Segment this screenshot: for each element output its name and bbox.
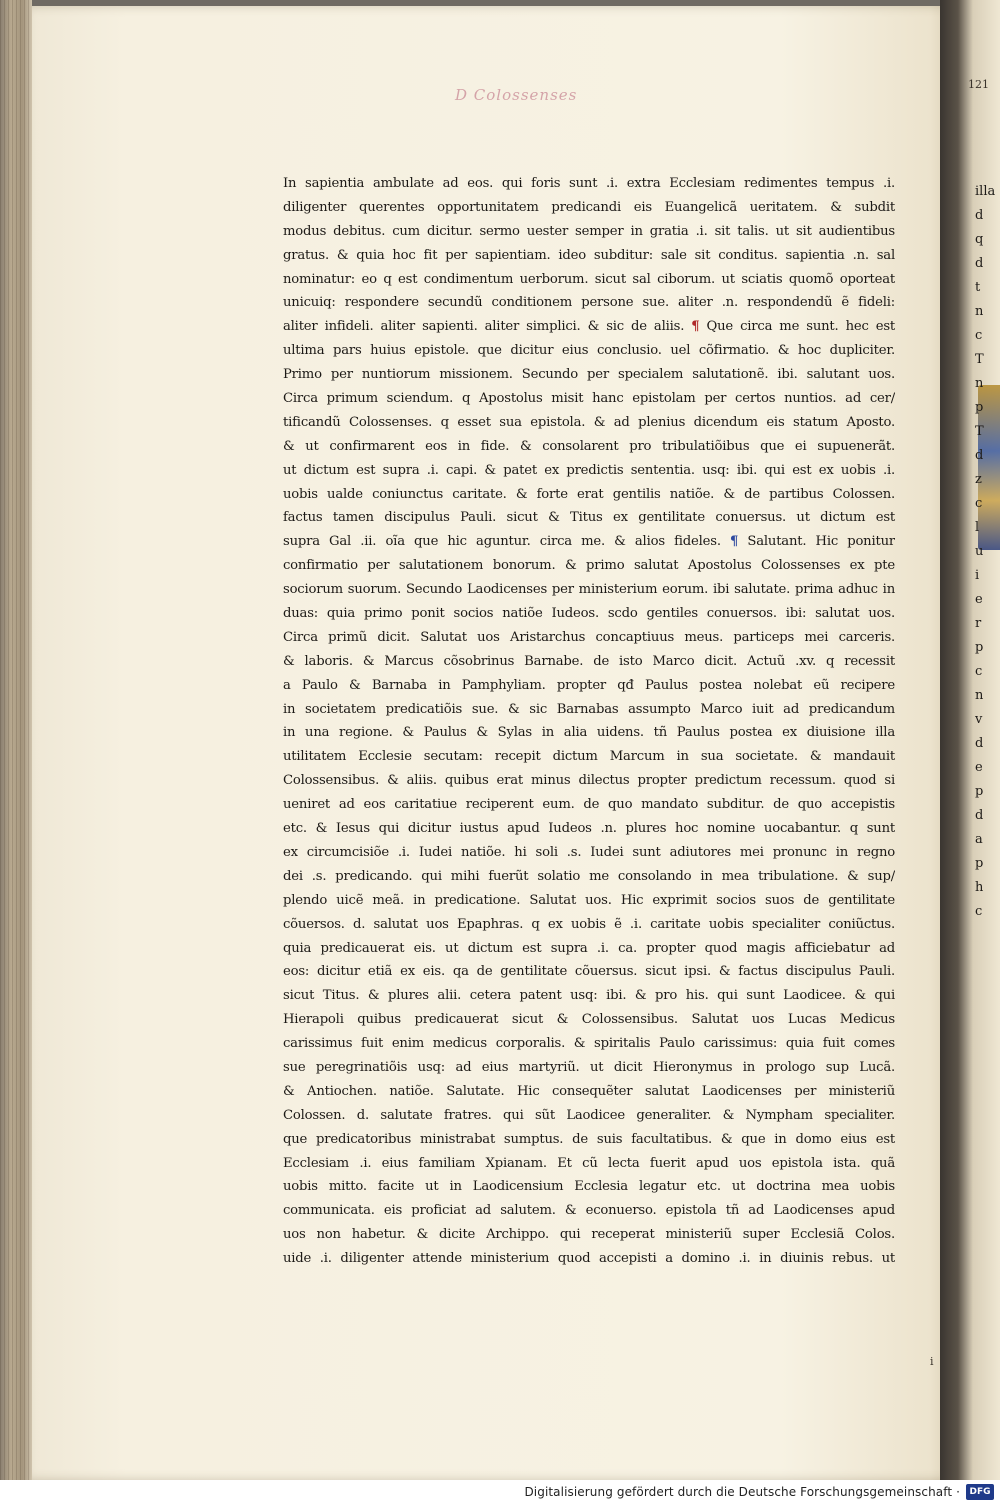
- text-line: carissimus fuit enim medicus corporalis. & spiritalis Paulo carissimus: quia fuit comes: [283, 1036, 895, 1052]
- text-line: eos: dicitur etiã ex eis. qa de gentilitate cõuersus. sicut ipsi. & factus discipulus Pauli.: [283, 964, 895, 980]
- text-line: Circa primum sciendum. q Apostolus misit hanc epistolam per certos nuntios. ad cer/: [283, 391, 895, 407]
- text-line: etc. & Iesus qui dicitur iustus apud Iudeos .n. plures hoc nomine uocabantur. q sunt: [283, 821, 895, 837]
- text-line: modus debitus. cum dicitur. sermo uester semper in gratia .i. sit talis. ut sit audientibus: [283, 223, 895, 239]
- fragment-line: h: [975, 880, 984, 895]
- text-line: Primo per nuntiorum missionem. Secundo per specialem salutationẽ. ibi. salutant uos.: [283, 367, 895, 383]
- text-line: quia predicauerat eis. ut dictum est supra .i. ca. propter quod magis afficiebatur ad: [283, 940, 895, 956]
- footer-credit: Digitalisierung gefördert durch die Deutsche Forschungsgemeinschaft ·: [524, 1485, 960, 1499]
- text-line: in una regione. & Paulus & Sylas in alia uidens. tñ Paulus postea ex diuisione illa: [283, 725, 895, 741]
- text-line: nominatur: eo q est condimentum uerborum. sicut sal ciborum. ut sciatis quomõ oporteat: [283, 271, 895, 287]
- text-line: communicata. eis proficiat ad salutem. & econuerso. epistola tñ ad Laodicenses apud: [283, 1203, 895, 1219]
- text-line: utilitatem Ecclesie secutam: recepit dictum Marcum in sua societate. & mandauit: [283, 749, 895, 765]
- text-line: cõuersos. d. salutat uos Epaphras. q ex uobis ẽ .i. caritate uobis specialiter coniũctus.: [283, 916, 895, 932]
- text-line: factus tamen discipulus Pauli. sicut & Titus ex gentilitate conuersus. ut dictum est: [283, 510, 895, 526]
- fragment-line: z: [975, 472, 982, 487]
- fragment-line: q: [975, 232, 984, 247]
- text-line: aliter infideli. aliter sapienti. aliter simplici. & sic de aliis. ¶ Que circa me sunt. hec est: [283, 319, 895, 335]
- fragment-line: c: [975, 904, 983, 919]
- fragment-line: l: [975, 520, 980, 535]
- folio-number: 121: [968, 78, 989, 91]
- text-line: confirmatio per salutationem bonorum. & primo salutat Apostolus Colossenses ex pte: [283, 558, 895, 574]
- text-line: que predicatoribus ministrabat sumptus. de suis facultatibus. & que in domo eius est: [283, 1131, 895, 1147]
- text-line: in societatem predicatiõis sue. & sic Barnabas assumpto Marco iuit ad predicandum: [283, 701, 895, 717]
- text-line: sociorum suorum. Secundo Laodicenses per ministerium eorum. ibi salutate. prima adhuc in: [283, 582, 895, 598]
- facing-page-text-fragment: [975, 180, 1000, 1280]
- fragment-line: T: [975, 424, 984, 439]
- text-line: a Paulo & Barnaba in Pamphyliam. propter qđ Paulus postea nolebat eũ recipere: [283, 677, 895, 693]
- text-line: gratus. & quia hoc fit per sapientiam. ideo subditur: sale sit conditus. sapientia .n. sal: [283, 247, 895, 263]
- text-line: Hierapoli quibus predicauerat sicut & Colossensibus. Salutat uos Lucas Medicus: [283, 1012, 895, 1028]
- text-line: Colossensibus. & aliis. quibus erat minus dilectus propter predictum recessum. quod si: [283, 773, 895, 789]
- fragment-line: p: [975, 400, 984, 415]
- fragment-line: n: [975, 304, 984, 319]
- fragment-line: i: [975, 568, 980, 583]
- text-line: dei .s. predicando. qui mihi fuerũt solatio me consolando in mea tribulatione. & sup/: [283, 868, 895, 884]
- fragment-line: e: [975, 760, 983, 775]
- text-line: sicut Titus. & plures alii. cetera patent usq: ibi. & pro his. qui sunt Laodicee. & qui: [283, 988, 895, 1004]
- fragment-line: d: [975, 736, 984, 751]
- text-line: ueniret ad eos caritatiue reciperent eum. de quo mandato subditur. de quo accepistis: [283, 797, 895, 813]
- text-line: uide .i. diligenter attende ministerium quod accepisti a domino .i. in diuinis rebus. ut: [283, 1251, 895, 1267]
- main-text-column: [283, 172, 895, 1271]
- text-line: & laboris. & Marcus cõsobrinus Barnabe. de isto Marco dicit. Actuũ .xv. q recessit: [283, 653, 895, 669]
- text-line: Ecclesiam .i. eius familiam Xpianam. Et cũ lecta fuerit apud uos epistola ista. quã: [283, 1155, 895, 1171]
- text-line: supra Gal .ii. oĩa que hic aguntur. circa me. & alios fideles. ¶ Salutant. Hic ponitur: [283, 534, 895, 550]
- rubric-pilcrow: ¶: [730, 534, 739, 550]
- dfg-logo: DFG: [966, 1484, 994, 1500]
- fragment-line: d: [975, 256, 984, 271]
- fragment-line: c: [975, 496, 983, 511]
- fragment-line: c: [975, 664, 983, 679]
- fragment-line: v: [975, 712, 983, 727]
- rubric-header-note: D Colossenses: [455, 86, 578, 104]
- text-line: ultima pars huius epistole. que dicitur eius conclusio. uel cõfirmatio. & hoc dupliciter.: [283, 343, 895, 359]
- fragment-line: u: [975, 544, 984, 559]
- fragment-line: d: [975, 808, 984, 823]
- fragment-line: n: [975, 376, 984, 391]
- fragment-line: t: [975, 280, 981, 295]
- text-line: Circa primũ dicit. Salutat uos Aristarchus concaptiuus meus. particeps mei carceris.: [283, 629, 895, 645]
- fragment-line: T: [975, 352, 984, 367]
- text-line: ex circumcisiõe .i. Iudei natiõe. hi soli .s. Iudei sunt adiutores mei pronunc in regno: [283, 844, 895, 860]
- fragment-line: c: [975, 328, 983, 343]
- text-line: & Antiochen. natiõe. Salutate. Hic consequẽter salutat Laodicenses per ministeriũ: [283, 1083, 895, 1099]
- fragment-line: p: [975, 856, 984, 871]
- text-line: In sapientia ambulate ad eos. qui foris sunt .i. extra Ecclesiam redimentes tempus .i.: [283, 176, 895, 191]
- text-line: uos non habetur. & dicite Archippo. qui receperat ministeriũ super Ecclesiã Colos.: [283, 1227, 895, 1243]
- fragment-line: p: [975, 784, 984, 799]
- rubric-pilcrow: ¶: [691, 319, 700, 335]
- fragment-line: r: [975, 616, 982, 631]
- fragment-line: e: [975, 592, 983, 607]
- text-line: diligenter querentes opportunitatem predicandi eis Euangelicã ueritatem. & subdit: [283, 199, 895, 215]
- marginal-mark: i: [930, 1355, 934, 1368]
- fragment-line: n: [975, 688, 984, 703]
- fragment-line: d: [975, 208, 984, 223]
- text-line: duas: quia primo ponit socios natiõe Iudeos. scdo gentiles conuersos. ibi: salutat uos.: [283, 606, 895, 622]
- fragment-line: a: [975, 832, 983, 847]
- footer-bar: [0, 1480, 1000, 1504]
- text-line: & ut confirmarent eos in fide. & consolarent pro tribulatiõibus que ei supuenerãt.: [283, 438, 895, 454]
- fragment-line: illa: [975, 184, 996, 199]
- text-line: unicuiq: respondere secundũ conditionem persone sue. aliter .n. respondendũ ẽ fideli:: [283, 295, 895, 311]
- book-fore-edge: [0, 0, 32, 1480]
- fragment-line: d: [975, 448, 984, 463]
- text-line: uobis ualde coniunctus caritate. & forte erat gentilis natiõe. & de partibus Colossen.: [283, 486, 895, 502]
- text-line: uobis mitto. facite ut in Laodicensium Ecclesia legatur etc. ut doctrina mea uobis: [283, 1179, 895, 1195]
- text-line: tificandũ Colossenses. q esset sua epistola. & ad plenius dicendum eis statum Aposto.: [283, 414, 895, 430]
- text-line: sue peregrinatiõis usq: ad eius martyriũ. ut dicit Hieronymus in prologo sup Lucã.: [283, 1059, 895, 1075]
- text-line: ut dictum est supra .i. capi. & patet ex predictis sententia. usq: ibi. qui est ex uobis .i.: [283, 462, 895, 478]
- fragment-line: p: [975, 640, 984, 655]
- text-line: plendo uicẽ meã. in predicatione. Salutat uos. Hic exprimit socios suos de gentilitate: [283, 892, 895, 908]
- text-line: Colossen. d. salutate fratres. qui sũt Laodicee generaliter. & Nympham specialiter.: [283, 1107, 895, 1123]
